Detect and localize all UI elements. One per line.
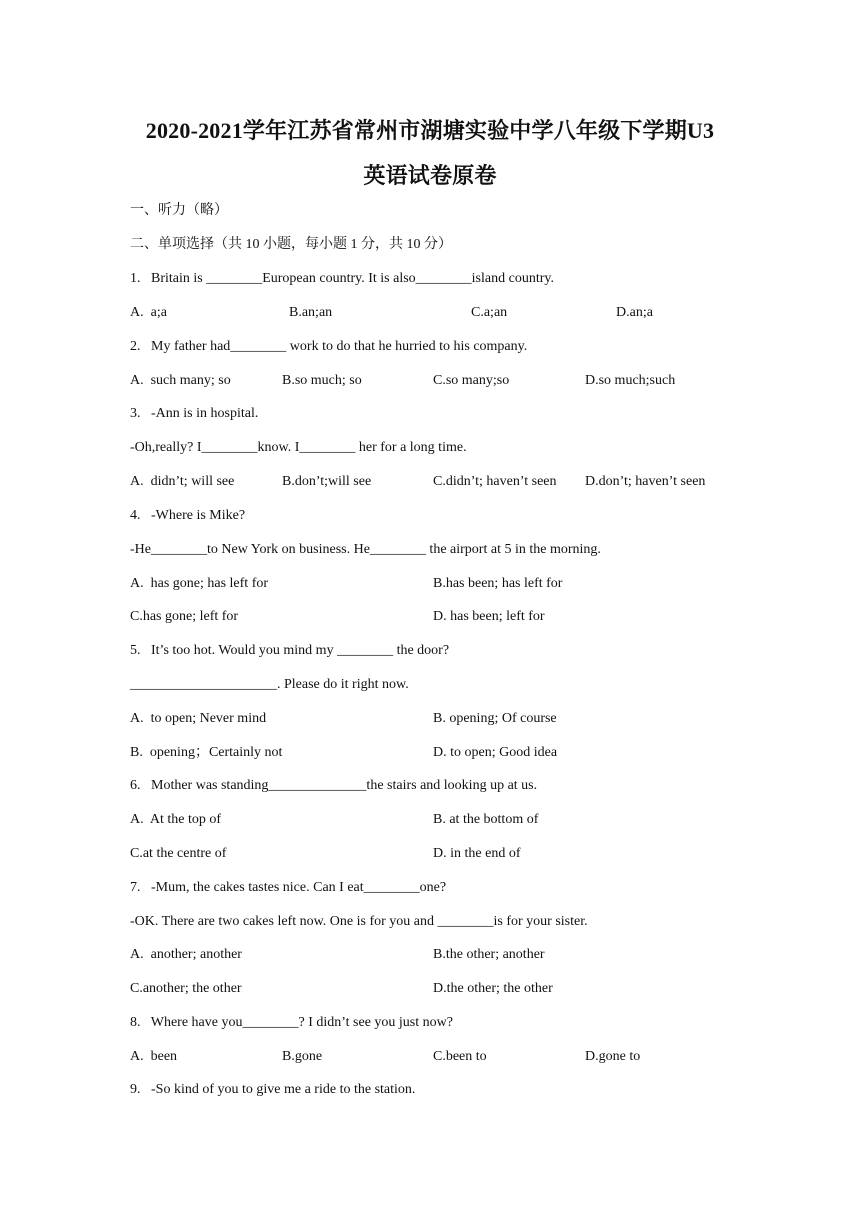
question-5-option-d: D. to open; Good idea xyxy=(433,745,558,760)
question-8-option-b: B.gone xyxy=(282,1049,323,1064)
question-3-stem: 3. -Ann is in hospital. xyxy=(130,406,259,421)
section-single-choice: 二、单项选择（共 10 小题，每小题 1 分，共 10 分） xyxy=(130,237,452,252)
section-listening: 一、听力（略） xyxy=(130,203,228,218)
question-2-stem: 2. My father had________ work to do that he hurried to his company. xyxy=(130,339,528,354)
question-8-stem: 8. Where have you________? I didn’t see you just now? xyxy=(130,1015,453,1030)
question-1-option-b: B.an;an xyxy=(289,305,333,320)
question-6-option-d: D. in the end of xyxy=(433,846,521,861)
question-1-option-c: C.a;an xyxy=(471,305,508,320)
question-3-option-c: C.didn’t; haven’t seen xyxy=(433,474,557,489)
question-4-stem: 4. -Where is Mike? xyxy=(130,508,246,523)
question-5-option-b: B. opening; Of course xyxy=(433,711,557,726)
question-6-option-b: B. at the bottom of xyxy=(433,812,539,827)
question-4-option-a: A. has gone; has left for xyxy=(130,576,269,591)
question-8-option-c: C.been to xyxy=(433,1049,487,1064)
question-4-option-b: B.has been; has left for xyxy=(433,576,563,591)
document-title-line-2: 英语试卷原卷 xyxy=(363,163,497,188)
question-2-option-c: C.so many;so xyxy=(433,373,510,388)
question-7-stem: 7. -Mum, the cakes tastes nice. Can I eat________one? xyxy=(130,880,447,895)
question-8-option-a: A. been xyxy=(130,1049,178,1064)
question-6-option-a: A. At the top of xyxy=(130,812,221,827)
question-7-option-a: A. another; another xyxy=(130,947,242,962)
question-4-option-d: D. has been; left for xyxy=(433,609,545,624)
question-5-option-a: A. to open; Never mind xyxy=(130,711,267,726)
question-3-stem-line-2: -Oh,really? I________know. I________ her for a long time. xyxy=(130,440,467,455)
question-2-option-d: D.so much;such xyxy=(585,373,676,388)
question-1-stem: 1. Britain is ________European country. It is also________island country. xyxy=(130,271,554,286)
question-3-option-a: A. didn’t; will see xyxy=(130,474,235,489)
question-2-option-a: A. such many; so xyxy=(130,373,231,388)
question-9-stem: 9. -So kind of you to give me a ride to the station. xyxy=(130,1082,416,1097)
question-7-option-c: C.another; the other xyxy=(130,981,242,996)
question-5-stem: 5. It’s too hot. Would you mind my ________ the door? xyxy=(130,643,450,658)
question-1-option-a: A. a;a xyxy=(130,305,167,320)
question-1-option-d: D.an;a xyxy=(616,305,653,320)
question-7-stem-line-2: -OK. There are two cakes left now. One is for you and ________is for your sister. xyxy=(130,914,588,929)
question-4-option-c: C.has gone; left for xyxy=(130,609,239,624)
question-5-stem-line-2: _____________________. Please do it right now. xyxy=(130,677,409,692)
question-5-option-c: B. opening；Certainly not xyxy=(130,745,283,760)
question-8-option-d: D.gone to xyxy=(585,1049,641,1064)
question-3-option-d: D.don’t; haven’t seen xyxy=(585,474,706,489)
question-6-option-c: C.at the centre of xyxy=(130,846,227,861)
document-title-line-1: 2020-2021学年江苏省常州市湖塘实验中学八年级下学期U3 xyxy=(145,118,715,143)
question-4-stem-line-2: -He________to New York on business. He________ the airport at 5 in the morning. xyxy=(130,542,601,557)
question-7-option-b: B.the other; another xyxy=(433,947,545,962)
question-3-option-b: B.don’t;will see xyxy=(282,474,372,489)
question-2-option-b: B.so much; so xyxy=(282,373,362,388)
question-7-option-d: D.the other; the other xyxy=(433,981,553,996)
question-6-stem: 6. Mother was standing______________the stairs and looking up at us. xyxy=(130,778,538,793)
